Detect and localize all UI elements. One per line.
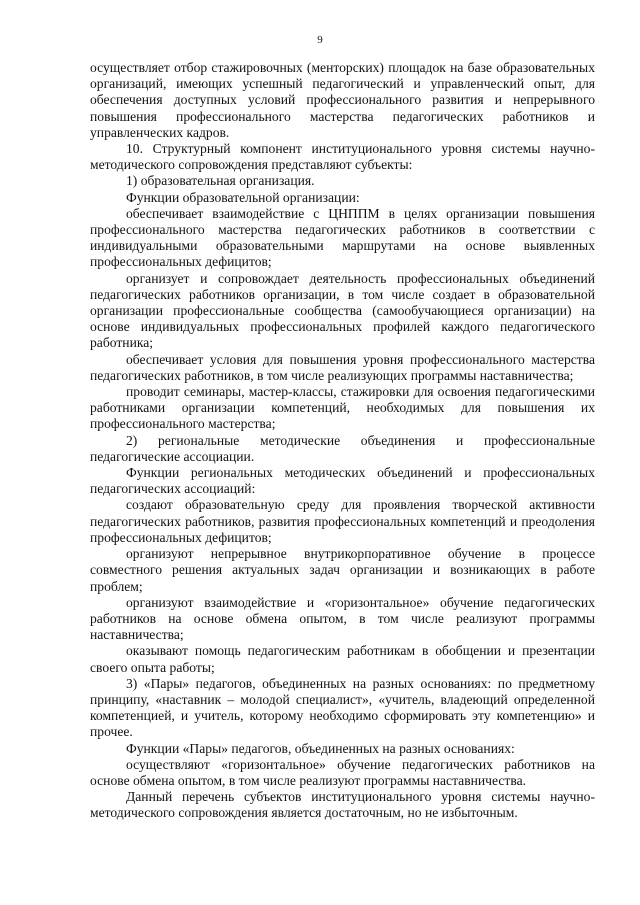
paragraph: организует и сопровождает деятельность профессиональных объединений педагогических работников организации, в том числе создает в образовательной организации профессиональные сообщества (самообучающиеся организации) на основе индивидуальных профессиональных профилей каждого педагогического работника; <box>90 270 595 351</box>
paragraph: 1) образовательная организация. <box>126 173 315 189</box>
paragraph: 10. Структурный компонент институционального уровня системы научно-методического сопровождения представляют субъекты: <box>90 141 595 173</box>
paragraph: осуществляют «горизонтальное» обучение педагогических работников на основе обмена опытом, в том числе реализуют программы наставничества. <box>90 756 595 788</box>
paragraph: организуют взаимодействие и «горизонтальное» обучение педагогических работников на основе обмена опытом, в том числе реализуют программы наставничества; <box>90 594 595 643</box>
paragraph: Функции образовательной организации: <box>126 189 360 205</box>
paragraph: 2) региональные методические объединения и профессиональные педагогические ассоциации. <box>90 432 595 464</box>
paragraph: оказывают помощь педагогическим работникам в обобщении и презентации своего опыта работы; <box>90 643 595 675</box>
paragraph: Данный перечень субъектов институционального уровня системы научно-методического сопровождения является достаточным, но не избыточным. <box>90 789 595 821</box>
paragraph: организуют непрерывное внутрикорпоративное обучение в процессе совместного решения актуальных задач организации и возникающих в работе проблем; <box>90 546 595 594</box>
page-number: 9 <box>317 34 323 46</box>
paragraph: обеспечивает взаимодействие с ЦНППМ в целях организации повышения профессионального мастерства педагогических работников в соответствии с индивидуальными образовательными маршрутами на основе выявленных профессиональных дефицитов; <box>90 205 595 270</box>
paragraph: Функции «Пары» педагогов, объединенных на разных основаниях: <box>126 740 515 756</box>
paragraph: Функции региональных методических объединений и профессиональных педагогических ассоциаций: <box>90 465 595 497</box>
paragraph: создают образовательную среду для проявления творческой активности педагогических работников, развития профессиональных компетенций и преодоления профессиональных дефицитов; <box>90 497 595 545</box>
paragraph: обеспечивает условия для повышения уровня профессионального мастерства педагогических работников, в том числе реализующих программы наставничества; <box>90 351 595 383</box>
paragraph: проводит семинары, мастер-классы, стажировки для освоения педагогическими работниками организации компетенций, необходимых для повышения их профессионального мастерства; <box>90 384 595 432</box>
document-body <box>90 60 595 822</box>
paragraph: 3) «Пары» педагогов, объединенных на разных основаниях: по предметному принципу, «наставник – молодой специалист», «учитель, владеющий определенной компетенцией, и учитель, которому необходимо сформировать эту компетенцию» и прочее. <box>90 675 595 740</box>
paragraph: осуществляет отбор стажировочных (менторских) площадок на базе образовательных организаций, имеющих успешный педагогический и управленческий опыт, для обеспечения доступных условий профессионального развития и непрерывного повышения профессионального мастерства педагогических работников и управленческих кадров. <box>90 60 595 140</box>
